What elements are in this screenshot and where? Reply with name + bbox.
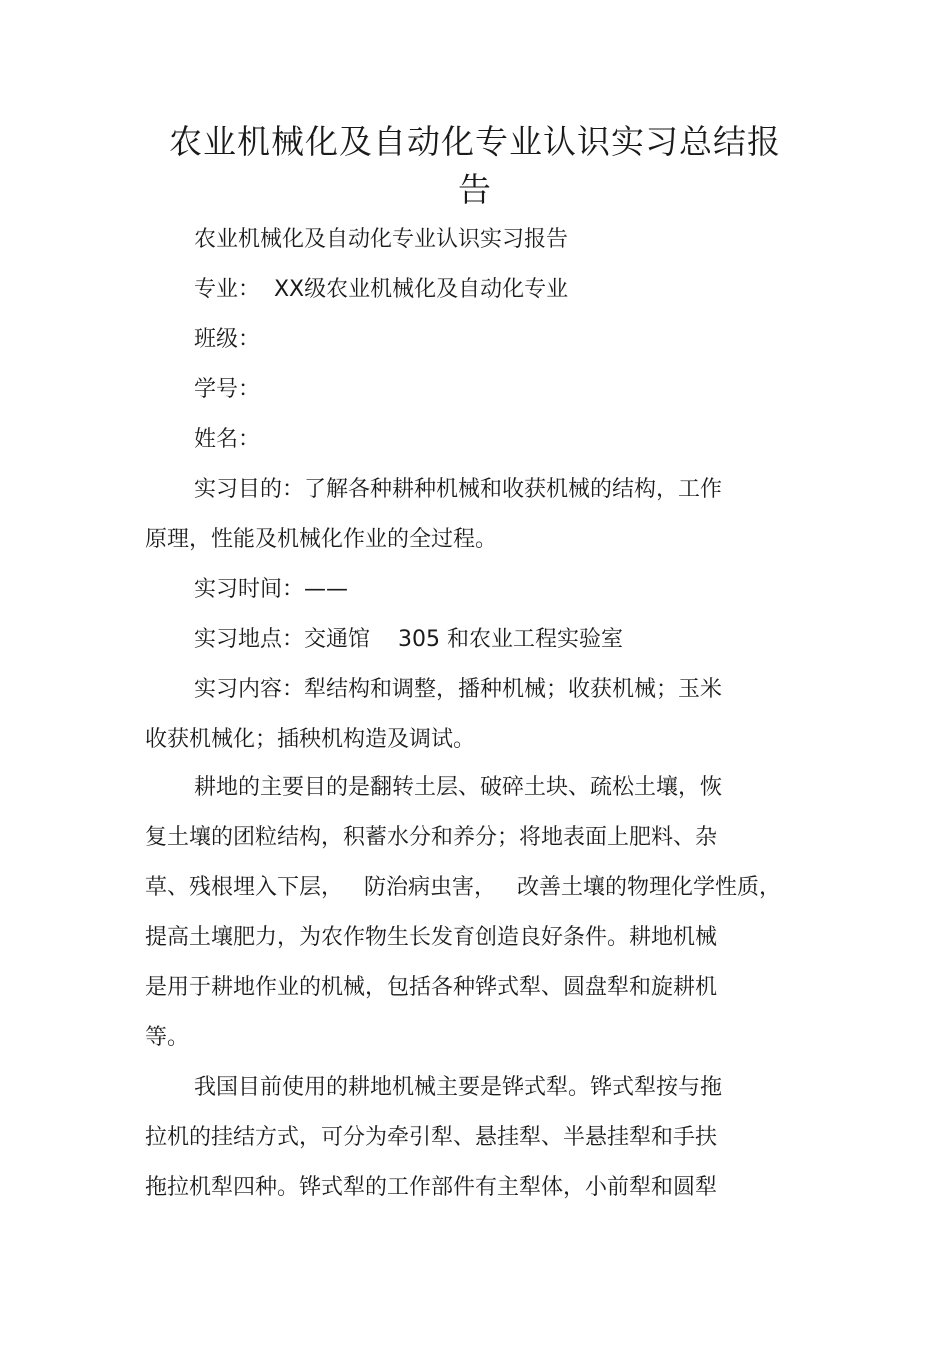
- name-field: 姓名：: [194, 427, 261, 452]
- class-field: 班级：: [194, 327, 261, 352]
- student-id-field: 学号：: [194, 377, 261, 402]
- paragraph-1-line-1: 耕地的主要目的是翻转土层、破碎土块、疏松土壤，恢: [194, 775, 723, 800]
- paragraph-1-line-4: 提高土壤肥力，为农作物生长发育创造良好条件。耕地机械: [145, 925, 718, 950]
- major-field: 专业： XX级农业机械化及自动化专业: [194, 277, 569, 302]
- report-subtitle: 农业机械化及自动化专业认识实习报告: [194, 227, 569, 252]
- title-line-2: 告: [458, 170, 492, 209]
- paragraph-2-line-3: 拖拉机犁四种。铧式犁的工作部件有主犁体，小前犁和圆犁: [145, 1175, 718, 1200]
- paragraph-2-line-2: 拉机的挂结方式，可分为牵引犁、悬挂犁、半悬挂犁和手扶: [145, 1125, 718, 1150]
- content-line-1: 实习内容：犁结构和调整，播种机械；收获机械；玉米: [194, 677, 723, 702]
- content-line-2: 收获机械化；插秧机构造及调试。: [145, 727, 476, 752]
- paragraph-1-line-5: 是用于耕地作业的机械，包括各种铧式犁、圆盘犁和旋耕机: [145, 975, 718, 1000]
- time-field: 实习时间：——: [194, 577, 349, 602]
- title-line-1: 农业机械化及自动化专业认识实习总结报: [169, 122, 781, 161]
- purpose-line-1: 实习目的：了解各种耕种机械和收获机械的结构，工作: [194, 477, 723, 502]
- purpose-line-2: 原理，性能及机械化作业的全过程。: [145, 527, 498, 552]
- paragraph-1-line-3: 草、残根埋入下层， 防治病虫害， 改善土壤的物理化学性质，: [145, 875, 781, 900]
- paragraph-2-line-1: 我国目前使用的耕地机械主要是铧式犁。铧式犁按与拖: [194, 1075, 723, 1100]
- paragraph-1-line-2: 复土壤的团粒结构，积蓄水分和养分；将地表面上肥料、杂: [145, 825, 718, 850]
- document-title: [140, 118, 810, 214]
- paragraph-1-line-6: 等。: [145, 1025, 190, 1050]
- location-field: 实习地点：交通馆 305 和农业工程实验室: [194, 627, 623, 652]
